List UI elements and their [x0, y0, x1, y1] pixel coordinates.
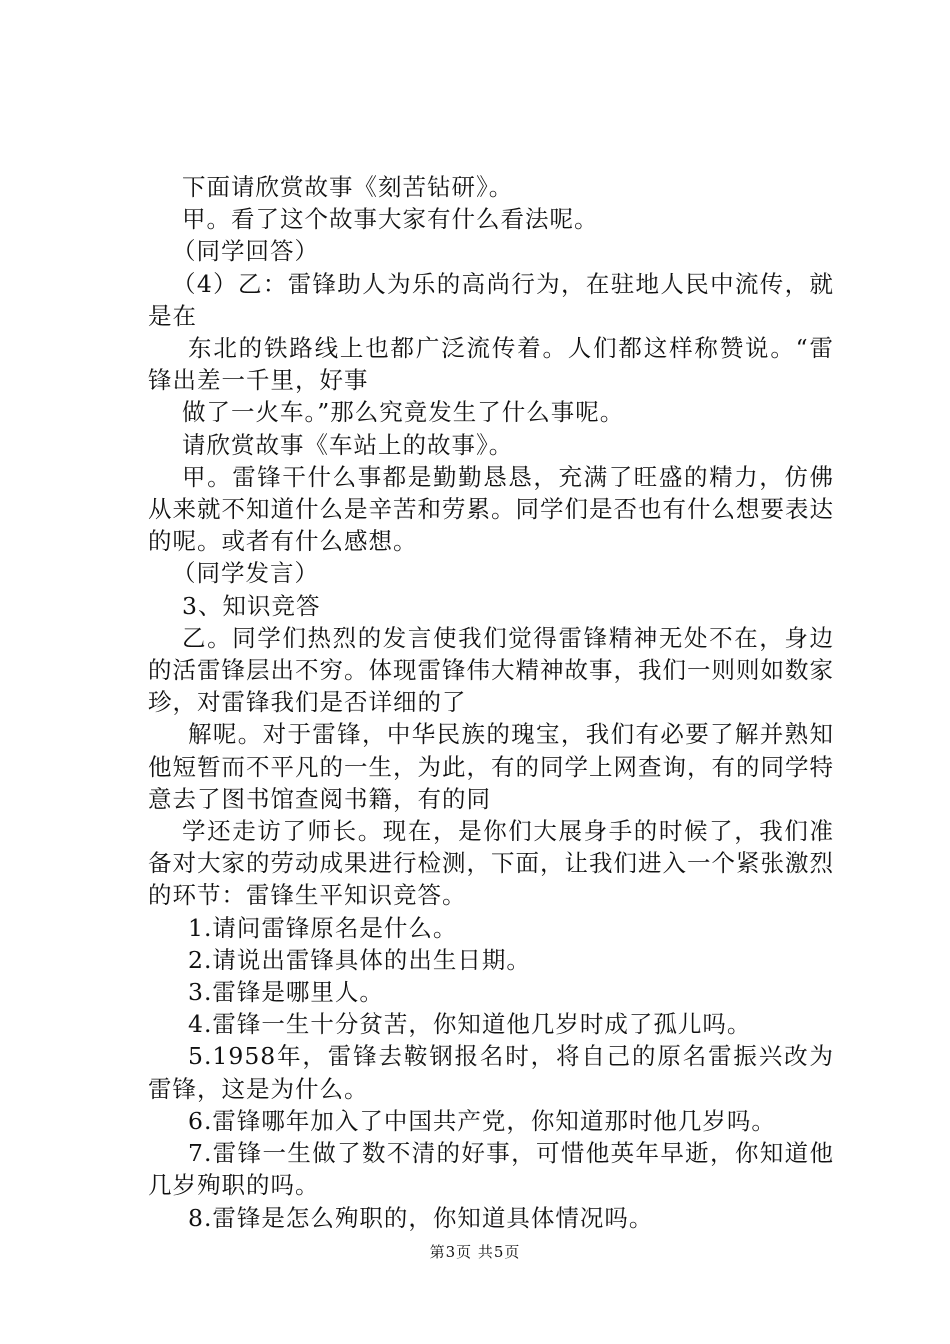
paragraph: 甲。雷锋干什么事都是勤勤恳恳，充满了旺盛的精力，仿佛从来就不知道什么是辛苦和劳累。同学们是否也有什么想要表达的呢。或者有什么感想。 — [148, 462, 834, 556]
quiz-question: 7.雷锋一生做了数不清的好事，可惜他英年早逝，你知道他几岁殉职的吗。 — [148, 1139, 834, 1200]
paragraph: （4）乙：雷锋助人为乐的高尚行为，在驻地人民中流传，就是在 — [148, 269, 834, 330]
quiz-question: 6.雷锋哪年加入了中国共产党，你知道那时他几岁吗。 — [188, 1106, 776, 1135]
quiz-question: 2.请说出雷锋具体的出生日期。 — [188, 945, 531, 974]
paragraph: （同学发言） — [172, 559, 319, 588]
paragraph: （同学回答） — [172, 237, 319, 266]
section-heading: 3、知识竞答 — [182, 591, 321, 620]
quiz-question: 4.雷锋一生十分贫苦，你知道他几岁时成了孤儿吗。 — [188, 1010, 752, 1039]
paragraph: 下面请欣赏故事《刻苦钻研》。 — [182, 173, 514, 201]
paragraph: 甲。看了这个故事大家有什么看法呢。 — [182, 205, 599, 234]
page-number-footer: 第3页 共5页 — [429, 1243, 521, 1261]
quiz-question: 1.请问雷锋原名是什么。 — [188, 913, 458, 942]
paragraph: 做了一火车。”那么究竟发生了什么事呢。 — [182, 398, 625, 427]
quiz-question: 8.雷锋是怎么殉职的，你知道具体情况吗。 — [188, 1203, 654, 1232]
quiz-question: 5.1958年，雷锋去鞍钢报名时，将自己的原名雷振兴改为雷锋，这是为什么。 — [148, 1042, 834, 1103]
paragraph: 请欣赏故事《车站上的故事》。 — [182, 430, 514, 459]
quiz-question: 3.雷锋是哪里人。 — [188, 978, 384, 1007]
paragraph: 东北的铁路线上也都广泛流传着。人们都这样称赞说。“雷锋出差一千里，好事 — [148, 334, 834, 395]
paragraph: 解呢。对于雷锋，中华民族的瑰宝，我们有必要了解并熟知他短暂而不平凡的一生，为此，有的同学上网查询，有的同学特意去了图书馆查阅书籍，有的同 — [148, 720, 834, 813]
paragraph: 乙。同学们热烈的发言使我们觉得雷锋精神无处不在，身边的活雷锋层出不穷。体现雷锋伟大精神故事，我们一则则如数家珍，对雷锋我们是否详细的了 — [148, 623, 834, 717]
paragraph: 学还走访了师长。现在，是你们大展身手的时候了，我们准备对大家的劳动成果进行检测，下面，让我们进入一个紧张激烈的环节：雷锋生平知识竞答。 — [148, 817, 834, 910]
document-body — [148, 171, 834, 1234]
